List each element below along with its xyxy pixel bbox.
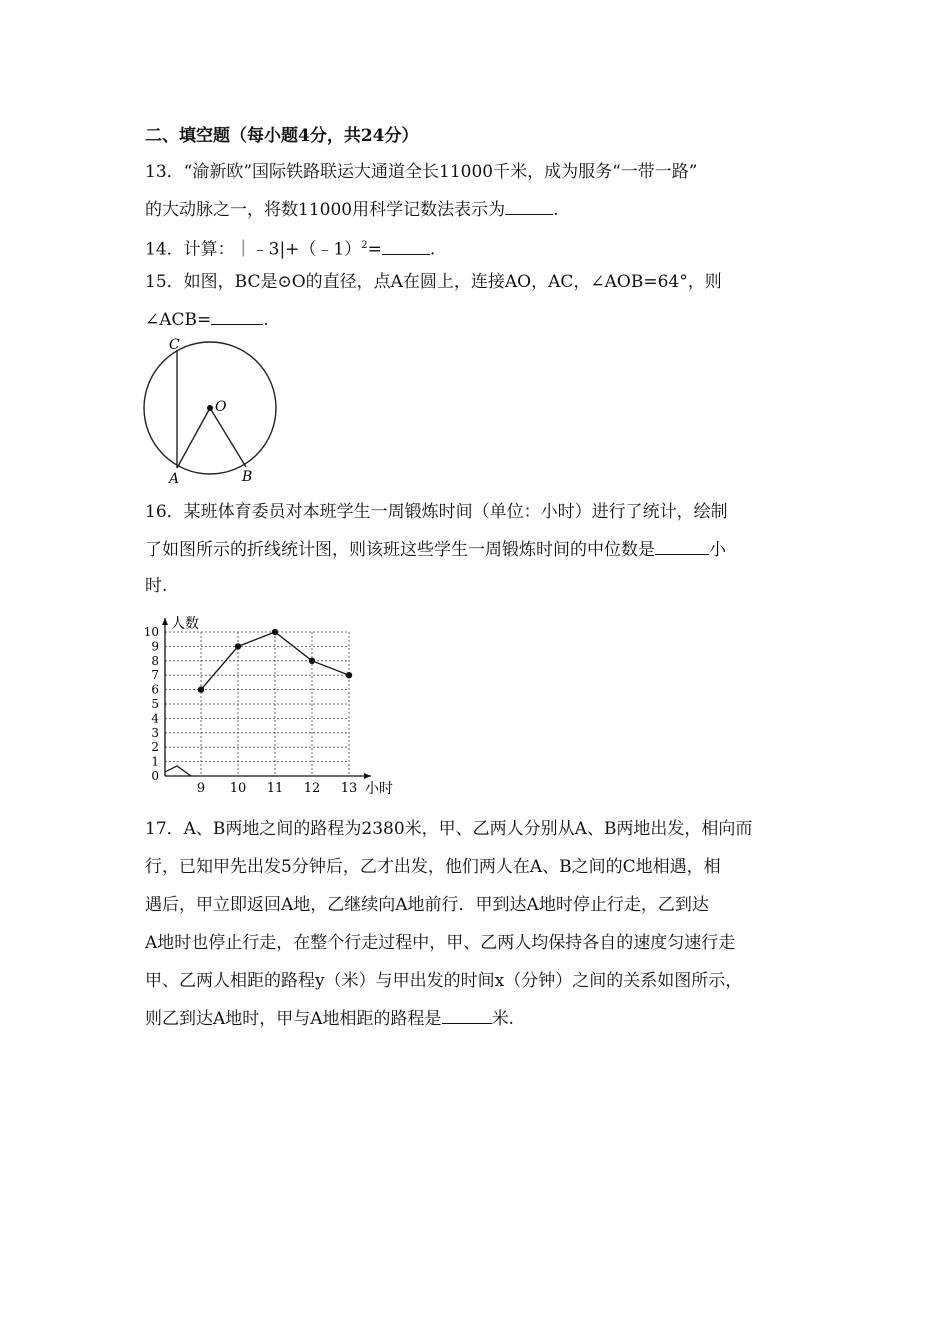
label-b: B (242, 469, 253, 485)
y-axis-arrow (162, 618, 168, 625)
x-axis-arrow (364, 773, 371, 779)
q17-line2: 行，已知甲先出发5分钟后，乙才出发，他们两人在A、B之间的C地相遇，相 (145, 857, 721, 877)
axis-break-zigzag (165, 766, 191, 776)
q13-line2 (145, 198, 559, 222)
q15-text: ∠ACB= (145, 310, 212, 330)
x-tick-label: 13 (340, 781, 358, 796)
y-tick-label: 0 (151, 769, 159, 783)
center-point (207, 405, 213, 411)
q16-line3: 时. (145, 576, 168, 596)
x-tick-label: 11 (266, 781, 284, 796)
segment-ao (177, 408, 210, 468)
q16-text: 了如图所示的折线统计图，则该班这些学生一周锻炼时间的中位数是 (145, 540, 655, 560)
y-tick-label: 1 (151, 754, 159, 769)
q14-suffix: = (367, 239, 382, 260)
y-tick-label: 8 (151, 653, 159, 668)
data-point (235, 643, 241, 649)
y-tick-label: 3 (151, 725, 159, 740)
q15-answer-blank[interactable] (211, 308, 263, 325)
y-tick-label: 2 (151, 740, 159, 755)
q14-exponent: 2 (361, 240, 368, 251)
q13-answer-blank[interactable] (505, 198, 553, 215)
q16-line2 (145, 538, 726, 562)
q17-line5: 甲、乙两人相距的路程y（米）与甲出发的时间x（分钟）之间的关系如图所示， (145, 971, 743, 991)
data-point (346, 672, 352, 678)
q17-line4: A地时也停止行走，在整个行走过程中，甲、乙两人均保持各自的速度匀速行走 (145, 933, 736, 953)
data-point (309, 658, 315, 664)
y-tick-label: 9 (151, 639, 159, 654)
y-tick-label: 7 (151, 668, 159, 683)
q15-line1: 15．如图，BC是⊙O的直径，点A在圆上，连接AO，AC，∠AOB=64°，则 (145, 272, 722, 292)
x-axis-title: 小时 (365, 781, 393, 797)
q14-line (145, 234, 435, 262)
y-tick-label: 10 (143, 625, 159, 639)
y-tick-label: 6 (151, 682, 159, 697)
x-tick-label: 12 (303, 781, 321, 796)
q16-end: 小 (709, 540, 726, 560)
q17-text: 则乙到达A地时，甲与A地相距的路程是 (145, 1009, 442, 1029)
y-tick-label: 4 (151, 711, 159, 726)
q15-end: . (263, 310, 269, 330)
segment-ob (210, 408, 246, 467)
q14-prefix: 14．计算：｜﹣3|+（﹣1） (145, 239, 362, 260)
y-axis-title: 人数 (171, 616, 199, 632)
data-point (272, 629, 278, 635)
q14-end: . (429, 239, 436, 260)
q14-answer-blank[interactable] (382, 238, 430, 255)
line-chart (135, 603, 400, 803)
q15-line2 (145, 308, 269, 332)
q17-line1: 17．A、B两地之间的路程为2380米，甲、乙两人分别从A、B两地出发，相向而 (145, 819, 753, 839)
q16-line1: 16．某班体育委员对本班学生一周锻炼时间（单位：小时）进行了统计，绘制 (145, 502, 728, 522)
x-tick-label: 9 (196, 781, 206, 796)
q17-answer-blank[interactable] (442, 1007, 492, 1024)
label-a: A (169, 471, 180, 487)
section-heading: 二、填空题（每小题4分，共24分） (145, 126, 419, 146)
y-tick-label: 5 (151, 697, 159, 711)
q17-end: 米. (491, 1009, 514, 1029)
q16-answer-blank[interactable] (655, 538, 709, 555)
q13-line1: 13．“渝新欧”国际铁路联运大通道全长11000千米，成为服务“一带一路” (145, 162, 698, 182)
q13-end: . (553, 200, 559, 220)
q17-line3: 遇后，甲立即返回A地，乙继续向A地前行．甲到达A地时停止行走，乙到达 (145, 895, 709, 915)
q17-line6 (145, 1007, 514, 1031)
data-point (198, 686, 204, 692)
label-o: O (215, 399, 227, 415)
label-c: C (169, 337, 180, 353)
circle-figure (135, 335, 295, 490)
q13-text: 的大动脉之一，将数11000用科学记数法表示为 (145, 200, 506, 220)
x-tick-label: 10 (229, 781, 247, 796)
